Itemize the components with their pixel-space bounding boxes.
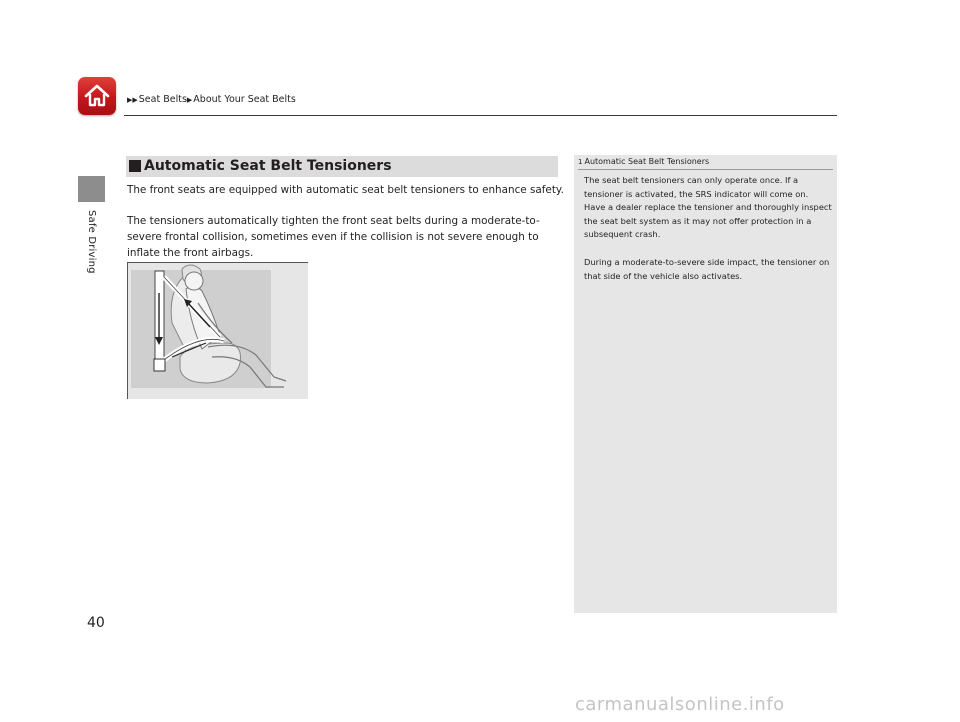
breadcrumb	[127, 94, 296, 105]
body-paragraph-2: The tensioners automatically tighten the front seat belts during a moderate-to-severe frontal collision, sometimes even if the collision is not severe enough to inflate the front airbags.	[127, 215, 540, 259]
black-square-icon	[129, 160, 141, 172]
watermark: carmanualsonline.info	[575, 694, 785, 715]
note-marker: 1	[578, 158, 583, 166]
note-sidebar	[574, 155, 837, 613]
triangle-right-icon: ▶	[186, 96, 193, 104]
page-number: 40	[87, 615, 105, 631]
seat-belt-tensioner-illustration	[127, 262, 308, 399]
breadcrumb-about-seat-belts[interactable]: About Your Seat Belts	[193, 94, 296, 105]
triangle-right-icon: ▶▶	[127, 96, 138, 104]
section-header	[126, 156, 558, 177]
note-paragraph-1: The seat belt tensioners can only operate once. If a tensioner is activated, the SRS indicator will come on. Have a dealer replace the tensioner and thoroughly inspect the seat belt system as it may not offer protection in a subsequent crash.	[584, 175, 832, 239]
breadcrumb-seat-belts[interactable]: Seat Belts	[138, 94, 187, 105]
note-divider	[578, 169, 833, 170]
home-button[interactable]	[78, 77, 116, 115]
home-icon	[83, 82, 111, 110]
seat-occupant-drawing	[128, 263, 308, 399]
header-divider	[124, 115, 837, 116]
note-paragraph-2: During a moderate-to-severe side impact, the tensioner on that side of the vehicle also activates.	[584, 257, 830, 281]
note-title	[578, 157, 709, 166]
note-title-text: Automatic Seat Belt Tensioners	[584, 157, 710, 166]
section-title: Automatic Seat Belt Tensioners	[144, 158, 392, 174]
chapter-label: Safe Driving	[86, 210, 97, 274]
body-paragraph-1: The front seats are equipped with automatic seat belt tensioners to enhance safety.	[127, 184, 564, 196]
chapter-tab[interactable]	[78, 176, 105, 202]
